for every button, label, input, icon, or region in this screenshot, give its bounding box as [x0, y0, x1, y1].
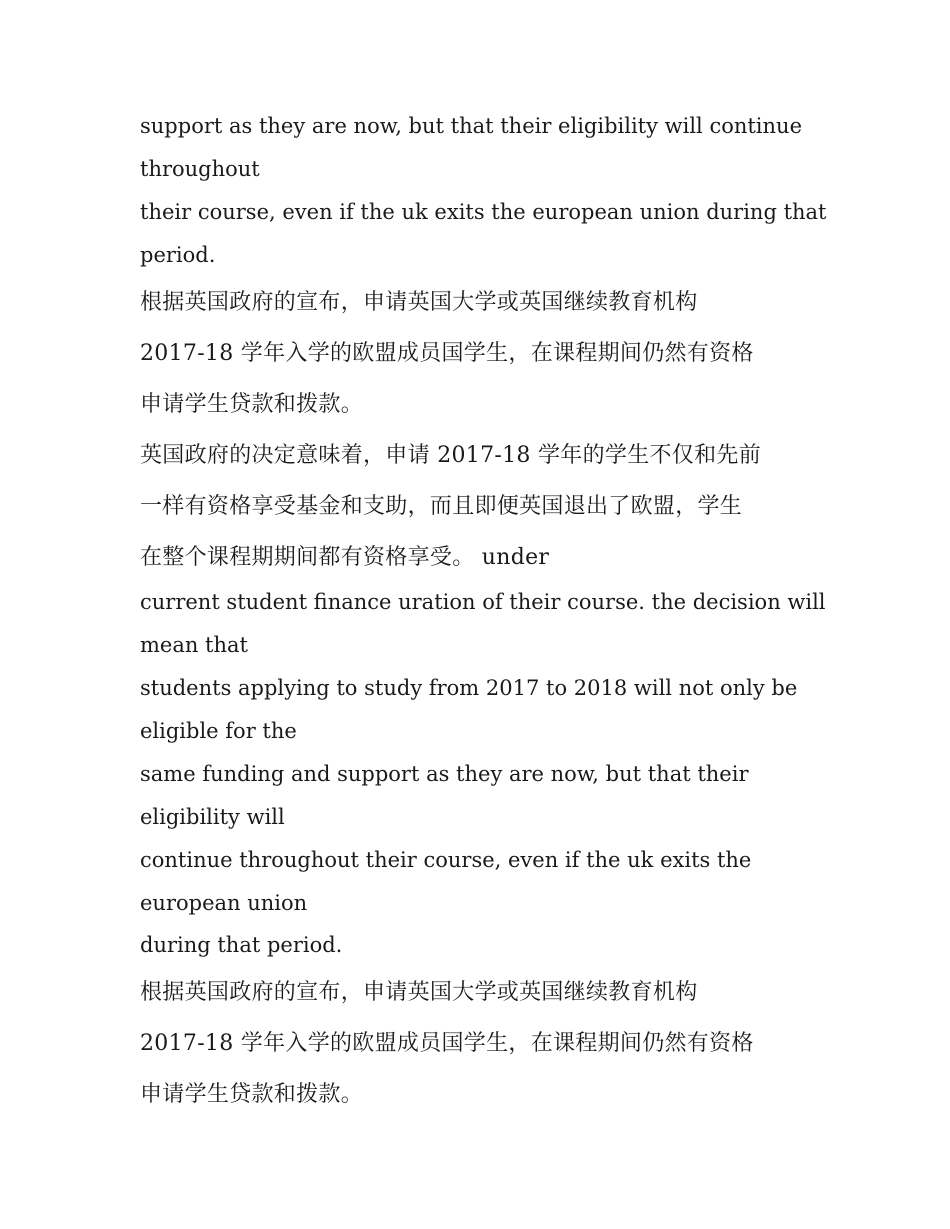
text-line: continue throughout their course, even if the uk exits the — [140, 848, 752, 872]
text-line: period. — [140, 243, 216, 267]
text-line: students applying to study from 2017 to 2018 will not only be — [140, 676, 798, 700]
text-line: european union — [140, 891, 308, 915]
text-line: 根据英国政府的宣布，申请英国大学或英国继续教育机构 — [140, 290, 698, 315]
text-line: 一样有资格享受基金和支助，而且即便英国退出了欧盟，学生 — [140, 494, 743, 519]
text-line: same funding and support as they are now, but that their — [140, 762, 749, 786]
text-line: 英国政府的决定意味着，申请 2017-18 学年的学生不仅和先前 — [140, 443, 762, 468]
text-line: 申请学生贷款和拨款。 — [140, 392, 364, 417]
text-line: eligibility will — [140, 805, 285, 829]
text-line: mean that — [140, 633, 248, 657]
text-line: 申请学生贷款和拨款。 — [140, 1082, 364, 1107]
text-line: 在整个课程期期间都有资格享受。 under — [140, 545, 550, 570]
text-line: current student finance uration of their course. the decision will — [140, 590, 826, 614]
text-line: 2017-18 学年入学的欧盟成员国学生，在课程期间仍然有资格 — [140, 341, 754, 366]
text-line: during that period. — [140, 933, 343, 957]
text-line: throughout — [140, 157, 260, 181]
text-line: eligible for the — [140, 719, 297, 743]
text-line: 2017-18 学年入学的欧盟成员国学生，在课程期间仍然有资格 — [140, 1031, 754, 1056]
text-line: support as they are now, but that their eligibility will continue — [140, 114, 803, 138]
text-line: their course, even if the uk exits the european union during that — [140, 200, 827, 224]
text-line: 根据英国政府的宣布，申请英国大学或英国继续教育机构 — [140, 980, 698, 1005]
